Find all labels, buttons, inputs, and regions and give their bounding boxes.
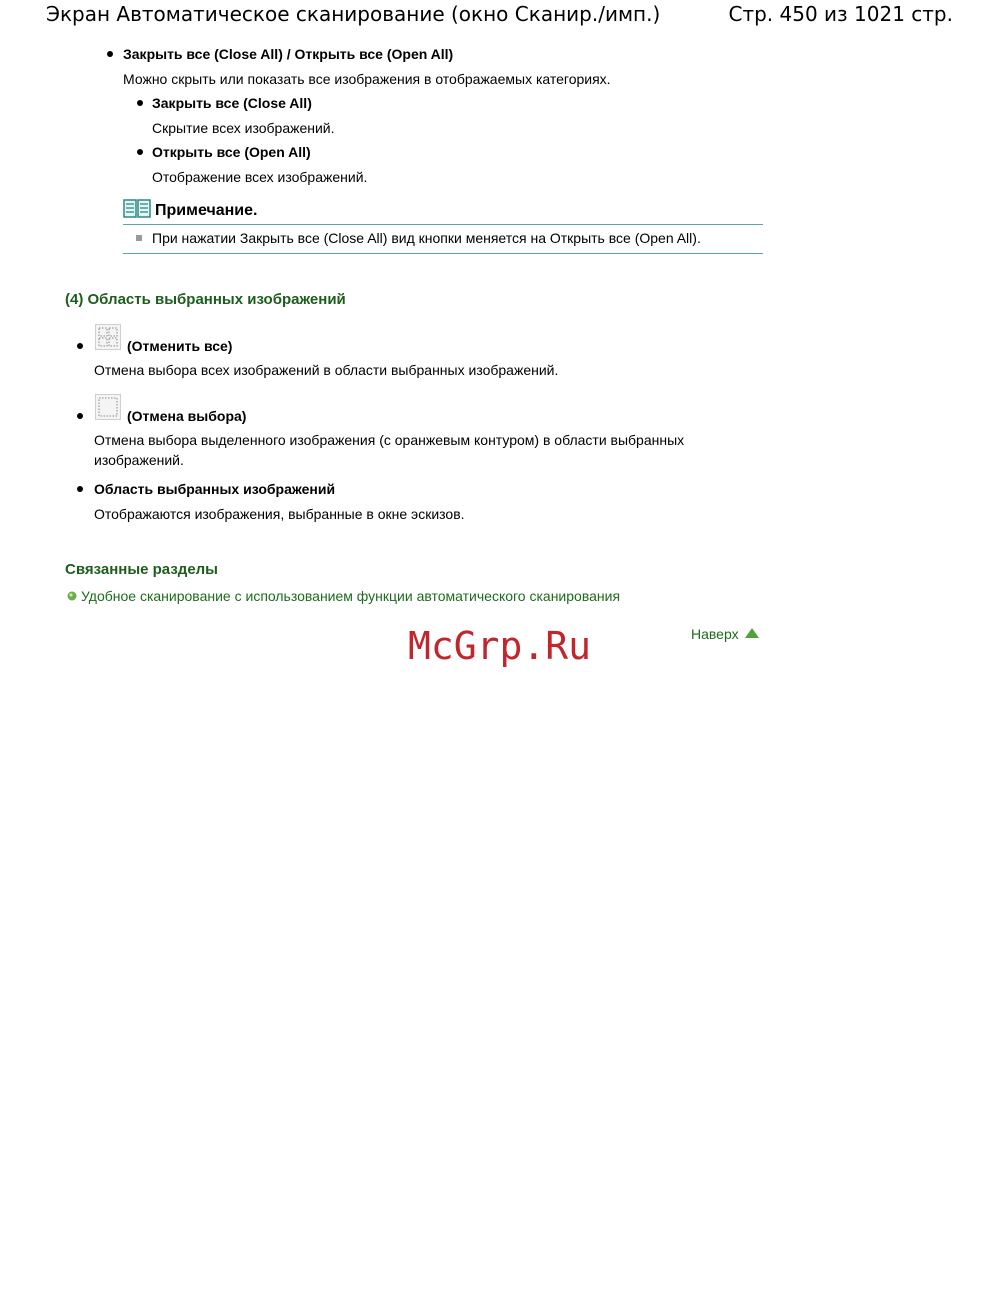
up-arrow-icon[interactable]	[744, 627, 760, 639]
watermark: McGrp.Ru	[408, 624, 592, 668]
book-icon	[123, 199, 151, 219]
deselect-all-label: (Отменить все)	[127, 338, 233, 354]
note-divider	[123, 253, 763, 254]
related-link[interactable]: Удобное сканирование с использованием функции автоматического сканирования	[81, 588, 621, 604]
page-header	[0, 0, 1000, 30]
deselect-icon	[95, 394, 121, 420]
note-title: Примечание.	[155, 202, 258, 219]
note-bullet	[136, 235, 142, 241]
close-open-all-heading: Закрыть все (Close All) / Открыть все (Open All)	[123, 46, 454, 62]
back-to-top-link[interactable]: Наверх	[691, 626, 739, 642]
bullet	[107, 51, 113, 57]
close-open-all-description: Можно скрыть или показать все изображения в отображаемых категориях.	[123, 71, 611, 87]
selected-area-label: Область выбранных изображений	[94, 481, 336, 497]
section-heading: (4) Область выбранных изображений	[65, 291, 346, 308]
bullet	[77, 486, 83, 492]
deselect-all-icon	[95, 324, 121, 350]
deselect-label: (Отмена выбора)	[127, 408, 247, 424]
page-title: Экран Автоматическое сканирование (окно Сканир./имп.)	[46, 2, 661, 26]
close-all-heading: Закрыть все (Close All)	[152, 95, 312, 111]
bullet	[137, 100, 143, 106]
bullet	[77, 343, 83, 349]
page-counter: Стр. 450 из 1021 стр.	[728, 2, 953, 26]
related-heading: Связанные разделы	[65, 561, 218, 578]
bullet	[77, 413, 83, 419]
note-divider	[123, 224, 763, 225]
selected-area-description: Отображаются изображения, выбранные в окне эскизов.	[94, 506, 465, 522]
deselect-description-line1: Отмена выбора выделенного изображения (с оранжевым контуром) в области выбранных	[94, 432, 685, 448]
deselect-all-description: Отмена выбора всех изображений в области выбранных изображений.	[94, 362, 559, 378]
bullet	[137, 149, 143, 155]
open-all-description: Отображение всех изображений.	[152, 169, 368, 185]
link-bullet-icon	[67, 591, 77, 601]
deselect-description-line2: изображений.	[94, 452, 184, 468]
note-text: При нажатии Закрыть все (Close All) вид кнопки меняется на Открыть все (Open All).	[152, 230, 701, 246]
open-all-heading: Открыть все (Open All)	[152, 144, 311, 160]
close-all-description: Скрытие всех изображений.	[152, 120, 335, 136]
